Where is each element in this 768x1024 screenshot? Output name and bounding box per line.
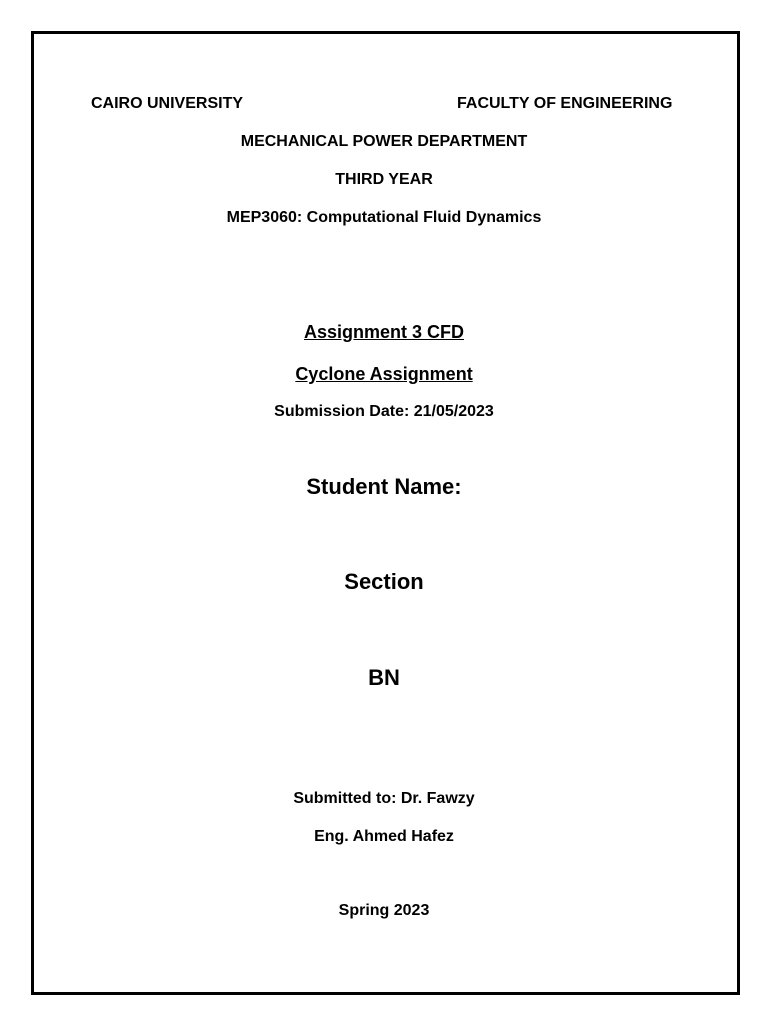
submitted-to: Submitted to: Dr. Fawzy — [293, 790, 475, 807]
submission-date: Submission Date: 21/05/2023 — [274, 403, 494, 420]
engineer-name: Eng. Ahmed Hafez — [314, 828, 454, 845]
student-name-label: Student Name: — [306, 474, 462, 499]
university-name: CAIRO UNIVERSITY — [91, 95, 244, 112]
bn-label: BN — [368, 665, 400, 690]
section-label: Section — [344, 569, 424, 594]
term: Spring 2023 — [338, 902, 430, 919]
course-title: MEP3060: Computational Fluid Dynamics — [226, 209, 542, 226]
academic-year: THIRD YEAR — [335, 171, 433, 188]
faculty-name: FACULTY OF ENGINEERING — [457, 95, 673, 112]
department-name: MECHANICAL POWER DEPARTMENT — [240, 133, 528, 150]
assignment-title: Assignment 3 CFD — [303, 322, 465, 342]
assignment-subtitle: Cyclone Assignment — [295, 364, 473, 384]
